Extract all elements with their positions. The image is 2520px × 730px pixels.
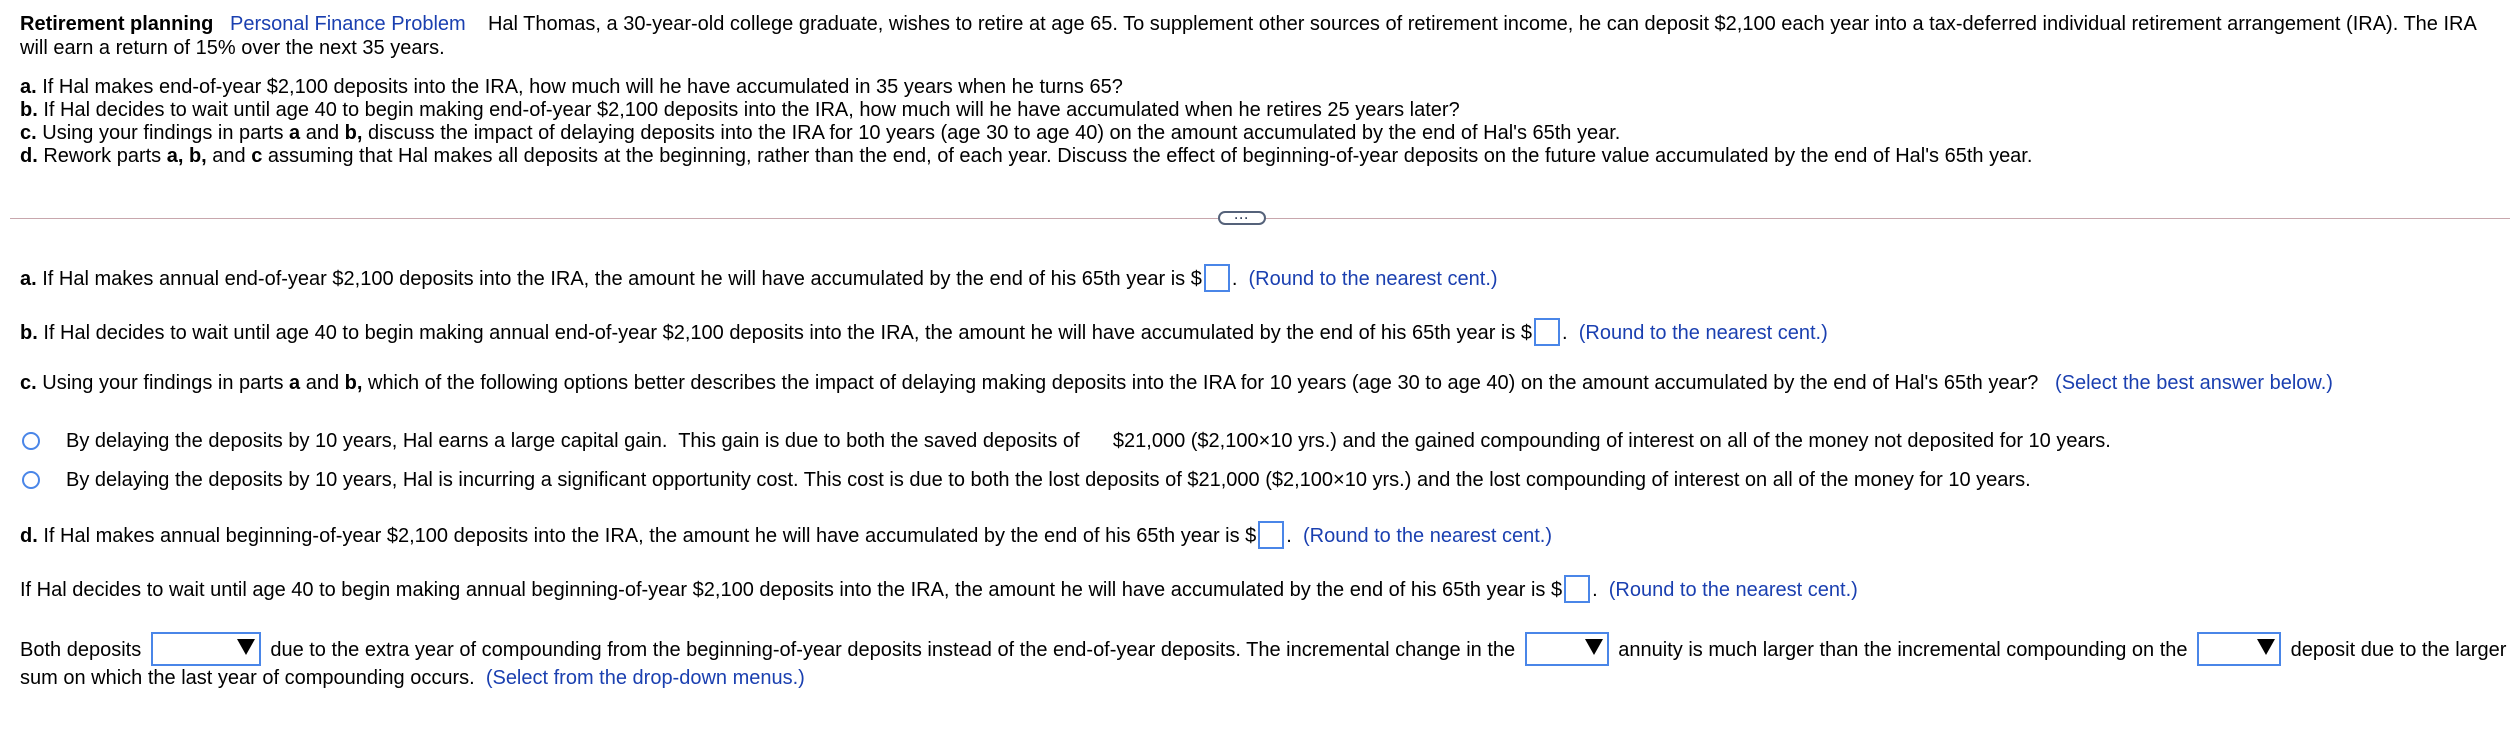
round-hint: (Round to the nearest cent.) [1302,525,1553,547]
answer-d-input[interactable] [1258,521,1284,549]
select-hint: (Select the best answer below.) [2055,372,2333,394]
part-text: assuming that Hal makes all deposits at the beginning, rather than the end, of each year. Discuss the effect of beginning-of-year deposits on the future value accumulated by the end of Hal's 65th year. [262,145,2033,167]
question-part-d [20,145,2500,168]
answer-c-row [20,371,2333,395]
dropdown-arrow-icon [2257,639,2275,655]
answer-text: Using your findings in parts [42,372,290,394]
dropdown-arrow-icon [1585,639,1603,655]
answer-d2-input[interactable] [1564,575,1590,603]
deposits-dropdown[interactable] [151,632,261,666]
problem-statement [20,12,2500,168]
answer-label: b. [20,322,38,344]
problem-title: Retirement planning [20,13,214,35]
deposit-type-dropdown[interactable] [2197,632,2281,666]
answer-b-input[interactable] [1534,318,1560,346]
personal-finance-link[interactable]: Personal Finance Problem [230,13,466,35]
sentence-text: sum on which the last year of compounding occurs. [20,667,475,689]
answer-text: If Hal decides to wait until age 40 to begin making annual end-of-year $2,100 deposits into the IRA, the amount he will have accumulated by the end of his 65th year is $ [43,322,1533,344]
answer-d2-row: If Hal decides to wait until age 40 to begin making annual beginning-of-year $2,100 deposits into the IRA, the amount he will have accumulated by the end of his 65th year is $ . (Round to the nearest cent.) [20,575,1858,603]
answer-bold: b, [344,372,363,394]
answer-text: which of the following options better describes the impact of delaying making deposits into the IRA for 10 years (age 30 to age 40) on the amount accumulated by the end of Hal's 65th year? [362,372,2039,394]
answer-bold: a [289,372,301,394]
part-text: and [300,122,345,144]
round-hint: (Round to the nearest cent.) [1608,579,1858,601]
question-parts [20,76,2500,168]
sentence-text: deposit due to the larger [2290,639,2507,661]
sentence-text: Both deposits [20,639,142,661]
part-bold: a, b, [166,145,207,167]
expand-more-button[interactable] [1218,211,1266,225]
part-label: c. [20,122,37,144]
radio-button[interactable] [22,432,40,450]
dropdown-arrow-icon [237,639,255,655]
part-label: b. [20,99,38,121]
part-text: If Hal decides to wait until age 40 to begin making end-of-year $2,100 deposits into the IRA, how much will he have accumulated when he retires 25 years later? [43,99,1460,121]
dropdown-hint: (Select from the drop-down menus.) [485,667,805,689]
option-opportunity-cost[interactable] [22,468,2031,492]
sentence-text: annuity is much larger than the incremental compounding on the [1618,639,2188,661]
question-part-b [20,99,2500,122]
sentence-text: due to the extra year of compounding from the beginning-of-year deposits instead of the end-of-year deposits. The incremental change in the [270,639,1516,661]
answer-b-row: b. If Hal decides to wait until age 40 to begin making annual end-of-year $2,100 deposits into the IRA, the amount he will have accumulated by the end of his 65th year is $ . (Round to the nearest cent.) [20,318,1828,346]
dropdown-sentence [20,632,2506,667]
ellipsis-icon: ··· [1234,211,1250,225]
round-hint: (Round to the nearest cent.) [1578,322,1828,344]
part-bold: b, [344,122,363,144]
option-capital-gain[interactable] [22,429,2111,453]
answer-text: If Hal decides to wait until age 40 to begin making annual beginning-of-year $2,100 deposits into the IRA, the amount he will have accumulated by the end of his 65th year is $ [20,579,1563,601]
answer-text: If Hal makes annual beginning-of-year $2,100 deposits into the IRA, the amount he will have accumulated by the end of his 65th year is $ [43,525,1257,547]
answer-text: If Hal makes annual end-of-year $2,100 deposits into the IRA, the amount he will have accumulated by the end of his 65th year is $ [42,268,1202,290]
answer-text: and [300,372,345,394]
answer-label: d. [20,525,38,547]
answer-a-row: a. If Hal makes annual end-of-year $2,100 deposits into the IRA, the amount he will have accumulated by the end of his 65th year is $ . (Round to the nearest cent.) [20,264,1498,292]
question-part-a [20,76,2500,99]
question-part-c [20,122,2500,145]
part-label: d. [20,145,38,167]
part-text: If Hal makes end-of-year $2,100 deposits into the IRA, how much will he have accumulated in 35 years when he turns 65? [42,76,1123,98]
answer-label: a. [20,268,37,290]
part-text: discuss the impact of delaying deposits into the IRA for 10 years (age 30 to age 40) on the amount accumulated by the end of Hal's 65th year. [362,122,1621,144]
intro-line-2: will earn a return of 15% over the next 35 years. [20,37,445,59]
dropdown-sentence-end [20,666,805,690]
answer-d-row: d. If Hal makes annual beginning-of-year $2,100 deposits into the IRA, the amount he will have accumulated by the end of his 65th year is $ . (Round to the nearest cent.) [20,521,1552,549]
option-text: By delaying the deposits by 10 years, Hal earns a large capital gain. This gain is due to both the saved deposits of $21,000 ($2,100×10 yrs.) and the gained compounding of interest on all of the money not deposited for 10 years. [66,430,2111,452]
intro-line-1: Hal Thomas, a 30-year-old college graduate, wishes to retire at age 65. To supplement other sources of retirement income, he can deposit $2,100 each year into a tax-deferred individual retirement arrangement (IRA). The IRA [487,13,2477,35]
part-text: Rework parts [43,145,167,167]
answer-label: c. [20,372,37,394]
part-bold: c [251,145,263,167]
radio-button[interactable] [22,471,40,489]
part-bold: a [289,122,301,144]
round-hint: (Round to the nearest cent.) [1248,268,1498,290]
part-text: and [206,145,252,167]
part-text: Using your findings in parts [42,122,290,144]
answer-a-input[interactable] [1204,264,1230,292]
option-text: By delaying the deposits by 10 years, Hal is incurring a significant opportunity cost. This cost is due to both the lost deposits of $21,000 ($2,100×10 yrs.) and the lost compounding of interest on all of the money for 10 years. [66,469,2031,491]
annuity-dropdown[interactable] [1525,632,1609,666]
problem-intro [20,12,2500,60]
part-label: a. [20,76,37,98]
